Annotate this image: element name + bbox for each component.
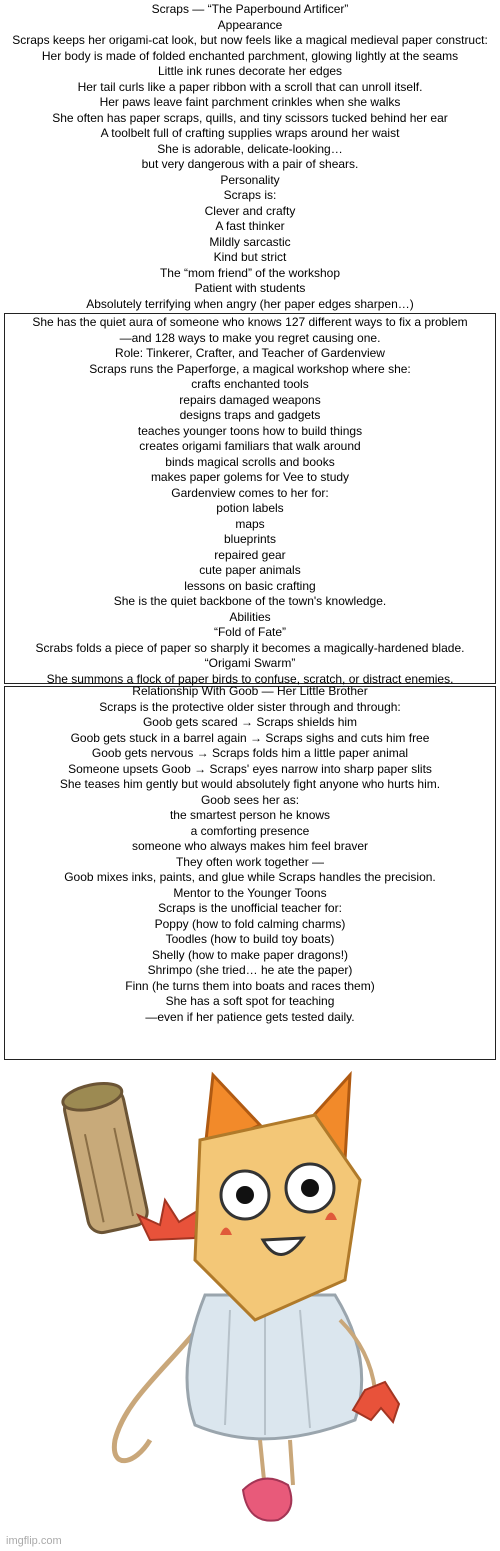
text-line: She is adorable, delicate-looking… bbox=[157, 141, 343, 156]
text-line: lessons on basic crafting bbox=[184, 578, 316, 593]
text-line: She has a soft spot for teaching bbox=[165, 994, 335, 1008]
text-line: They often work together — bbox=[175, 854, 325, 869]
text-line: A fast thinker bbox=[215, 219, 285, 233]
text-line: Patient with students bbox=[194, 281, 306, 295]
text-line: Personality bbox=[220, 172, 280, 187]
watermark: imgflip.com bbox=[6, 1535, 62, 1547]
text-line: —even if her patience gets tested daily. bbox=[145, 1009, 355, 1024]
text-line: Shelly (how to make paper dragons!) bbox=[151, 947, 349, 962]
text-line: Little ink runes decorate her edges bbox=[157, 64, 343, 78]
text-line: Her body is made of folded enchanted parchment, glowing lightly at the seams bbox=[41, 48, 459, 63]
text-line: Role: Tinkerer, Crafter, and Teacher of Gardenview bbox=[115, 346, 385, 360]
text-line: Her tail curls like a paper ribbon with a scroll that can unroll itself. bbox=[77, 79, 423, 94]
text-line: Toodles (how to build toy boats) bbox=[165, 932, 335, 946]
text-line: A toolbelt full of crafting supplies wraps around her waist bbox=[100, 126, 400, 140]
text-line: crafts enchanted tools bbox=[191, 377, 309, 391]
text-line: blueprints bbox=[223, 532, 277, 546]
text-line: Scraps is the unofficial teacher for: bbox=[158, 901, 342, 915]
text-line: but very dangerous with a pair of shears. bbox=[141, 157, 359, 171]
relationships-text bbox=[5, 684, 495, 1025]
text-line: a comforting presence bbox=[190, 823, 310, 838]
text-line: Her paws leave faint parchment crinkles when she walks bbox=[99, 95, 401, 109]
text-line: teaches younger toons how to build things bbox=[137, 423, 363, 438]
text-line: Finn (he turns them into boats and races them) bbox=[125, 978, 375, 993]
text-line: Someone upsets Goob → Scraps' eyes narrow into sharp paper slits bbox=[68, 761, 432, 776]
text-line: maps bbox=[235, 516, 265, 531]
scroll-icon bbox=[60, 1079, 149, 1235]
text-line: —and 128 ways to make you regret causing one. bbox=[119, 330, 381, 345]
text-line: Appearance bbox=[217, 17, 283, 32]
text-line: makes paper golems for Vee to study bbox=[150, 470, 350, 484]
text-line: “Fold of Fate” bbox=[213, 625, 287, 639]
text-line: Goob gets stuck in a barrel again → Scraps sighs and cuts him free bbox=[70, 730, 430, 745]
text-line: Scraps is: bbox=[223, 188, 277, 202]
text-line: She is the quiet backbone of the town's knowledge. bbox=[113, 594, 387, 608]
text-line: Poppy (how to fold calming charms) bbox=[154, 916, 346, 931]
intro-text-block bbox=[0, 2, 500, 312]
role-abilities-text bbox=[5, 315, 495, 687]
text-line: She teases him gently but would absolutely fight anyone who hurts him. bbox=[59, 777, 441, 791]
text-line: Absolutely terrifying when angry (her paper edges sharpen…) bbox=[86, 296, 414, 311]
text-line: Scrabs folds a piece of paper so sharply it becomes a magically-hardened blade. bbox=[35, 640, 465, 655]
text-line: Goob gets scared → Scraps shields him bbox=[142, 715, 358, 729]
text-line: someone who always makes him feel braver bbox=[131, 839, 369, 853]
text-line: Abilities bbox=[229, 609, 271, 624]
text-line: The “mom friend” of the workshop bbox=[159, 265, 341, 280]
role-abilities-box bbox=[4, 313, 496, 684]
text-line: She often has paper scraps, quills, and tiny scissors tucked behind her ear bbox=[52, 110, 448, 125]
scraps-character-drawing bbox=[55, 1070, 455, 1540]
text-line: Relationship With Goob — Her Little Brother bbox=[132, 684, 368, 698]
text-line: designs traps and gadgets bbox=[179, 408, 321, 422]
body-dress bbox=[187, 1295, 362, 1439]
text-line: “Origami Swarm” bbox=[204, 656, 296, 670]
relationships-box bbox=[4, 686, 496, 1060]
text-line: potion labels bbox=[216, 501, 284, 515]
text-line: Gardenview comes to her for: bbox=[171, 485, 329, 500]
text-line: Shrimpo (she tried… he ate the paper) bbox=[147, 963, 353, 977]
text-line: Scraps — “The Paperbound Artificer” bbox=[151, 2, 349, 16]
text-line: Mildly sarcastic bbox=[209, 234, 291, 249]
text-line: Goob mixes inks, paints, and glue while Scraps handles the precision. bbox=[64, 870, 436, 884]
text-line: Kind but strict bbox=[213, 250, 287, 264]
text-line: Scraps runs the Paperforge, a magical workshop where she: bbox=[89, 361, 411, 376]
text-line: She has the quiet aura of someone who knows 127 different ways to fix a problem bbox=[32, 315, 468, 329]
text-line: Mentor to the Younger Toons bbox=[173, 885, 327, 900]
text-line: Scraps is the protective older sister through and through: bbox=[99, 699, 401, 714]
text-line: binds magical scrolls and books bbox=[165, 454, 335, 469]
text-line: repaired gear bbox=[214, 547, 286, 562]
text-line: Goob gets nervous → Scraps folds him a little paper animal bbox=[91, 746, 409, 760]
text-line: cute paper animals bbox=[199, 563, 301, 577]
text-line: the smartest person he knows bbox=[169, 808, 331, 822]
text-line: creates origami familiars that walk around bbox=[139, 439, 361, 453]
text-line: She summons a flock of paper birds to confuse, scratch, or distract enemies. bbox=[46, 671, 454, 686]
text-line: Scraps keeps her origami-cat look, but now feels like a magical medieval paper construct: bbox=[12, 33, 488, 47]
foot bbox=[243, 1479, 291, 1521]
text-line: Clever and crafty bbox=[204, 203, 296, 218]
text-line: repairs damaged weapons bbox=[179, 392, 321, 407]
text-line: Goob sees her as: bbox=[200, 792, 300, 807]
